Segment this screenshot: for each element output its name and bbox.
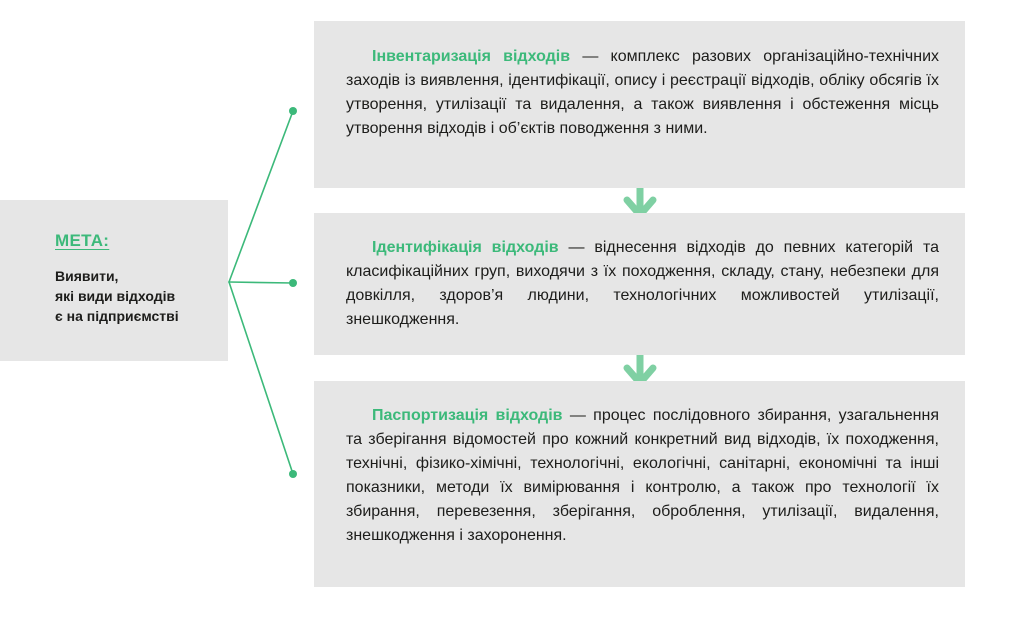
goal-line: Виявити, <box>55 268 119 284</box>
connector-line-2 <box>229 282 293 283</box>
connector-dot-2 <box>289 279 297 287</box>
definition-body: — процес послідовного збирання, узагальнення та зберігання відомостей про кожний конкретний вид відходів, їх походження, технічні, фізико-хімічні, технологічні, екологічні, санітарні, економічні та інші показники, методи їх вимірювання і контролю, а також про технології їх збирання, перевезення, зберігання, оброблення, утилізації, видалення, знешкодження і захоронення. <box>346 407 939 544</box>
definition-term: Паспортизація відходів <box>372 407 563 424</box>
goal-title: МЕТА: <box>55 231 110 250</box>
definition-box-identification <box>314 213 965 355</box>
definition-term: Інвентаризація відходів <box>372 48 571 65</box>
definition-body: — комплекс разових організаційно-технічних заходів із виявлення, ідентифікації, опису і реєстрації відходів, обліку обсягів їх утворення, утилізації та видалення, а також виявлення і обстеження місць утворення відходів і об’єктів поводження з ними. <box>346 48 940 137</box>
definition-text <box>346 236 939 332</box>
definition-box-passportization <box>314 381 965 587</box>
definition-text <box>346 404 939 548</box>
definition-box-inventory <box>314 21 965 188</box>
definition-term: Ідентифікація відходів <box>372 239 559 256</box>
goal-box <box>0 200 228 361</box>
definition-text <box>346 45 939 141</box>
goal-text <box>55 266 218 326</box>
goal-line: які види відходів <box>55 288 176 304</box>
connector-dot-1 <box>289 107 297 115</box>
connector-line-3 <box>229 282 293 474</box>
connector-line-1 <box>229 111 293 282</box>
goal-line: є на підприємстві <box>55 308 179 324</box>
definition-body: — віднесення відходів до певних категорій та класифікаційних груп, виходячи з їх походження, складу, стану, небезпеки для довкілля, здоров’я людини, технологічних можливостей утилізації, знешкодження. <box>346 239 939 328</box>
connector-dot-3 <box>289 470 297 478</box>
